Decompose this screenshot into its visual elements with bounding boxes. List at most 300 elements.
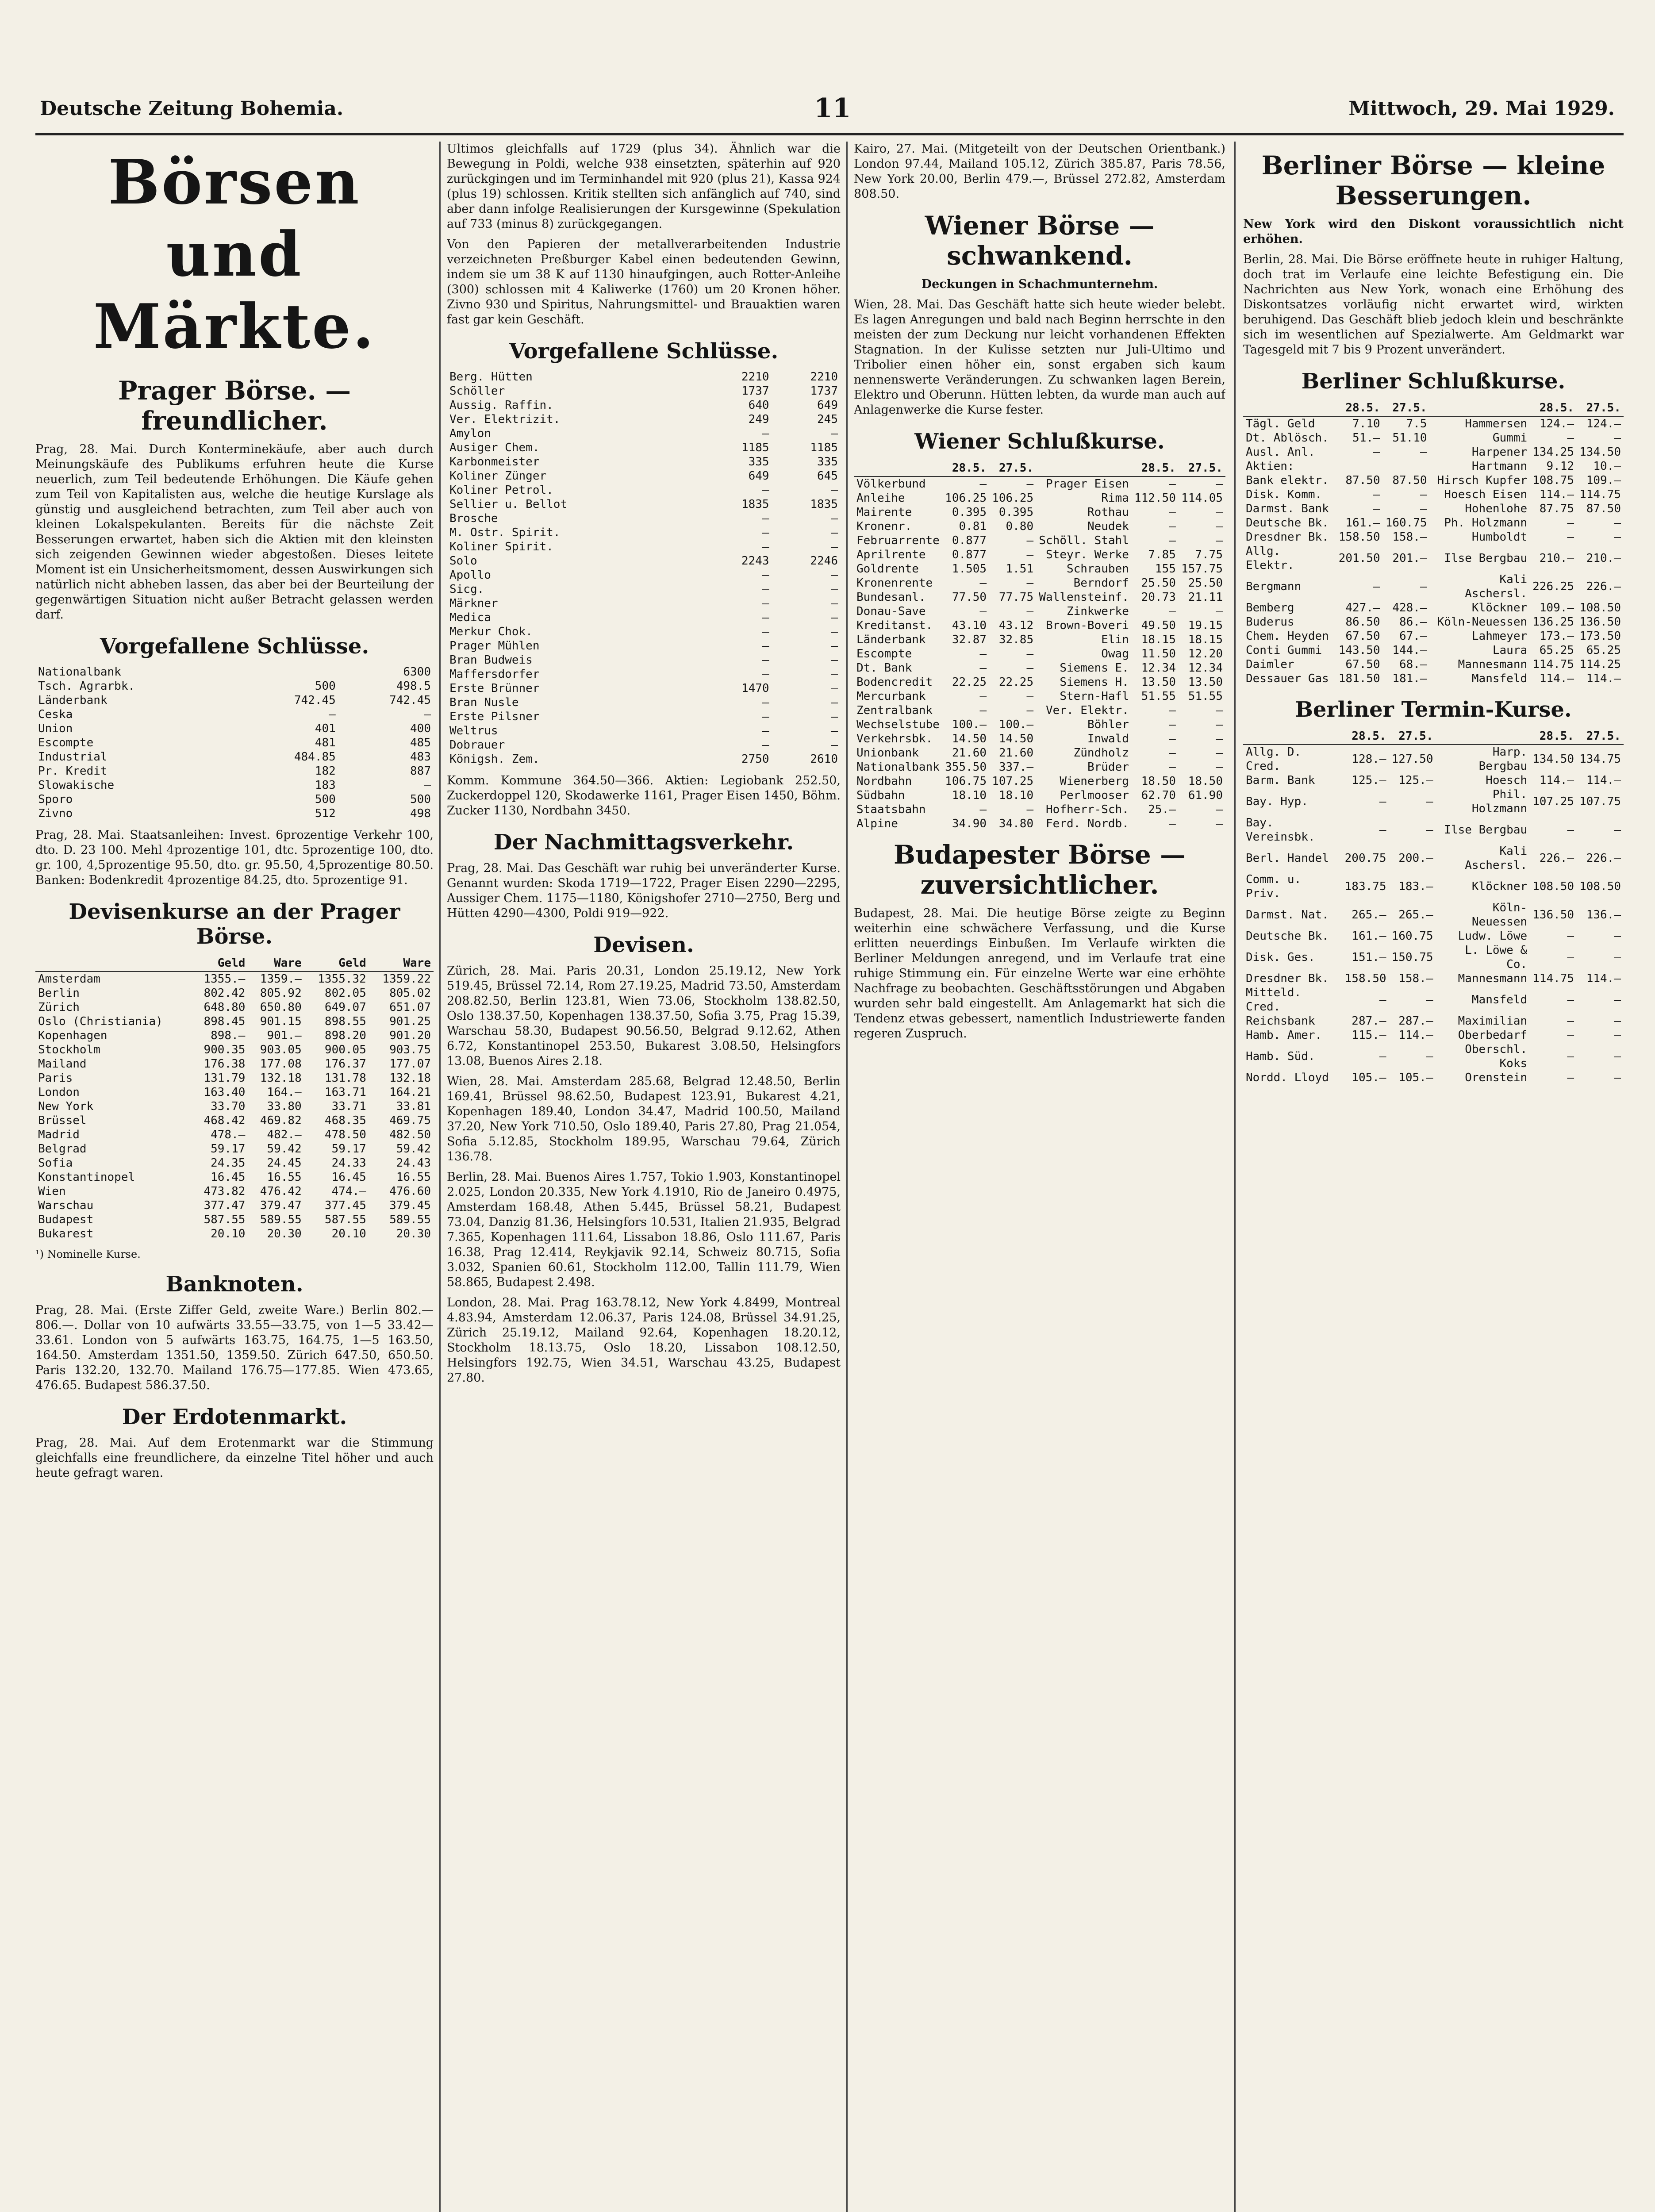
table-cell: 12.20 — [1188, 647, 1223, 661]
table-cell: Zentralbank — [856, 704, 933, 717]
table-cell: Schöller — [449, 384, 505, 398]
table-cell: — — [1216, 746, 1223, 760]
column-1 — [35, 142, 434, 2212]
table-cell: 11.50 — [1141, 647, 1176, 661]
table-cell: — — [1216, 520, 1223, 533]
table-cell: 183 — [315, 779, 336, 792]
table-header-cell: 27.5. — [1389, 728, 1436, 745]
table-cell: 427.— — [1345, 601, 1380, 614]
table-row — [854, 774, 1225, 788]
table-cell: Dresdner Bk. — [1246, 972, 1329, 985]
table-cell: Dt. Ablösch. — [1246, 431, 1329, 445]
table-row — [35, 806, 434, 821]
table-cell: — — [979, 647, 987, 661]
table-header-cell: 28.5. — [1530, 728, 1577, 745]
table-cell: Ausiger Chem. — [449, 441, 540, 454]
table-cell: 182 — [315, 764, 336, 778]
table-cell: 18.15 — [1141, 633, 1176, 646]
table-cell: 62.70 — [1141, 789, 1176, 802]
table-row — [35, 693, 434, 707]
table-cell: 16.45 — [211, 1171, 246, 1184]
table-cell: — — [1216, 704, 1223, 717]
table-cell: 49.50 — [1141, 619, 1176, 632]
table-cell: Stern-Hafl — [1060, 690, 1129, 703]
table-cell: 226.— — [1539, 852, 1574, 865]
table-cell: Ceska — [38, 708, 73, 721]
table-cell: Hohenlohe — [1465, 502, 1528, 515]
table-cell: 87.50 — [1586, 502, 1621, 515]
table-cell: — — [1567, 431, 1574, 445]
table-cell: Weltrus — [449, 724, 498, 737]
table-row — [35, 972, 434, 986]
table-cell: 500 — [410, 793, 431, 806]
table-cell: Koliner Zünger — [449, 469, 547, 483]
table-cell: 65.25 — [1586, 644, 1621, 657]
table-row — [447, 483, 841, 497]
table-cell: 428.— — [1392, 601, 1427, 614]
vienna-closing-heading: Wiener Schlußkurse. — [914, 429, 1165, 454]
table-cell: 379.45 — [389, 1199, 431, 1212]
table-cell: 13.50 — [1141, 676, 1176, 689]
table-cell: Belgrad — [38, 1142, 87, 1156]
table-row — [854, 505, 1225, 519]
table-cell: 134.50 — [1579, 445, 1621, 459]
table-row — [854, 689, 1225, 703]
table-row — [1243, 629, 1624, 643]
table-cell: 1185 — [810, 441, 838, 454]
table-cell: 898.45 — [204, 1015, 246, 1028]
table-header-cell: Ware — [248, 955, 304, 972]
table-cell: Bemberg — [1246, 601, 1294, 614]
berlin-exchange-heading: Berliner Börse — kleine Besserungen. — [1261, 150, 1605, 211]
table-cell: 16.45 — [331, 1171, 366, 1184]
table-cell: 114.— — [1586, 672, 1621, 685]
table-cell: — — [1169, 520, 1176, 533]
table-cell: — — [1373, 445, 1380, 459]
table-row — [447, 568, 841, 582]
table-cell: Buderus — [1246, 615, 1294, 629]
table-cell: Länderbank — [856, 633, 926, 646]
table-cell: 181.50 — [1338, 672, 1380, 685]
table-cell: Barm. Bank — [1246, 774, 1315, 787]
berlin-exchange-subheading: New York wird den Diskont voraussichtlich nicht erhöhen. — [1243, 217, 1624, 246]
table-cell: — — [1379, 1050, 1386, 1063]
table-row — [1243, 901, 1624, 929]
table-cell: 24.35 — [211, 1156, 246, 1170]
table-cell: 107.25 — [992, 775, 1034, 788]
newspaper-name: Deutsche Zeitung Bohemia. — [40, 97, 344, 120]
table-cell: 901.— — [267, 1029, 302, 1042]
table-cell: 114.— — [1539, 672, 1574, 685]
table-cell: 105.— — [1398, 1071, 1433, 1084]
table-cell: 114.75 — [1532, 658, 1574, 671]
table-cell: Ludw. Löwe — [1458, 929, 1528, 943]
table-row — [1243, 416, 1624, 431]
table-cell: 22.25 — [952, 676, 987, 689]
table-cell: — — [1216, 718, 1223, 731]
table-cell: — — [762, 696, 769, 709]
table-cell: Solo — [449, 554, 477, 568]
table-cell: 108.50 — [1579, 601, 1621, 614]
table-cell: 51.10 — [1392, 431, 1427, 445]
table-row — [1243, 1014, 1624, 1028]
table-cell: 21.60 — [952, 746, 987, 760]
table-header-cell: 28.5. — [942, 460, 989, 476]
table-cell: — — [762, 639, 769, 653]
table-cell: Amsterdam — [38, 972, 100, 986]
page-header — [35, 93, 1624, 135]
currency-footnote: ¹) Nominelle Kurse. — [35, 1248, 141, 1260]
table-cell: Merkur Chok. — [449, 625, 533, 638]
table-cell: 136.25 — [1532, 615, 1574, 629]
table-cell: Königsh. Zem. — [449, 753, 540, 766]
table-cell: — — [1216, 477, 1223, 491]
berlin-closing-heading: Berliner Schlußkurse. — [1301, 369, 1566, 394]
table-cell: 20.30 — [396, 1227, 431, 1240]
table-cell: — — [1216, 506, 1223, 519]
table-cell: Köln-Neuessen — [1437, 615, 1528, 629]
table-cell: 33.80 — [267, 1100, 302, 1113]
table-cell: 245 — [817, 413, 838, 426]
table-cell: Slowakische — [38, 779, 115, 792]
table-row — [35, 986, 434, 1000]
table-cell: — — [1420, 488, 1427, 501]
table-cell: 478.— — [211, 1128, 246, 1141]
table-cell: 24.33 — [331, 1156, 366, 1170]
table-row — [1243, 1071, 1624, 1085]
table-cell: 500 — [315, 793, 336, 806]
table-cell: 498.5 — [396, 680, 431, 693]
table-cell: Budapest — [38, 1213, 94, 1226]
table-cell: — — [831, 540, 838, 553]
state-loans-report: Prag, 28. Mai. Staatsanleihen: Invest. 6prozentige Verkehr 100, dto. D. 23 100. Mehl 4prozentige 101, dtc. 5prozentige 100, dto. gr. 100, 4,5prozentige 95.50, dto. gr. 95.50, 4,5prozentige 80.50. Banken: Bodenkredit 4prozentige 84.25, dto. 5prozentige 91. — [35, 828, 434, 887]
afternoon-trading-report: Prag, 28. Mai. Das Geschäft war ruhig bei unveränderter Kurse. Genannt wurden: Skoda 1719—1722, Prager Eisen 2290—2295, Aussiger Chem. 1175—1180, Königshofer 2710—2750, Berg und Hütten 4290—4300, Poldi 919—922. — [447, 861, 841, 920]
market-continuation: Ultimos gleichfalls auf 1729 (plus 34). Ähnlich war die Bewegung in Poldi, welche 938 einsetzten, späterhin auf 920 zurückgingen und im Terminhandel mit 920 (plus 21), Kassa 924 (plus 19) schlossen. Kritik stellten sich anfänglich auf 740, sind aber dann infolge Realisierungen der Kursgewinne (Spekulation auf 733 (minus 8) zurückgegangen. — [447, 142, 841, 231]
table-cell: Mitteld. Cred. — [1246, 986, 1302, 1014]
table-cell: 1185 — [741, 441, 769, 454]
table-cell: 112.50 — [1134, 492, 1176, 505]
table-cell: 468.42 — [204, 1114, 246, 1127]
table-cell: 22.25 — [998, 676, 1034, 689]
table-cell: — — [1420, 580, 1427, 593]
table-cell: Erste Pilsner — [449, 710, 540, 723]
table-cell: 18.50 — [1188, 775, 1223, 788]
table-cell: 107.75 — [1579, 795, 1621, 808]
table-row — [447, 469, 841, 483]
table-cell: 401 — [315, 722, 336, 735]
table-row — [447, 681, 841, 695]
table-cell: 649.07 — [324, 1001, 366, 1014]
table-cell: Bank elektr. — [1246, 474, 1329, 487]
table-cell: Oslo (Christiania) — [38, 1015, 163, 1028]
table-cell: 34.80 — [998, 817, 1034, 830]
table-cell: 177.08 — [260, 1057, 302, 1071]
table-row — [1243, 943, 1624, 972]
table-row — [1243, 1028, 1624, 1042]
table-cell: Berlin — [38, 987, 80, 1000]
issue-date: Mittwoch, 29. Mai 1929. — [1348, 97, 1615, 120]
table-row — [1243, 516, 1624, 530]
table-row — [447, 526, 841, 540]
table-row — [447, 653, 841, 667]
table-cell: — — [1567, 951, 1574, 964]
table-cell: 114.— — [1398, 1029, 1433, 1042]
table-cell: 150.75 — [1391, 951, 1433, 964]
table-cell: 157.75 — [1181, 562, 1223, 576]
table-cell: 0.395 — [952, 506, 987, 519]
table-cell: Ver. Elektrizit. — [449, 413, 561, 426]
table-cell: 2243 — [741, 554, 769, 568]
table-cell: 109.— — [1539, 601, 1574, 614]
table-cell: 124.— — [1539, 417, 1574, 430]
table-row — [1243, 787, 1624, 816]
table-row — [1243, 473, 1624, 488]
table-cell: 125.— — [1352, 774, 1386, 787]
table-cell: 2210 — [741, 370, 769, 384]
table-cell: 0.395 — [998, 506, 1034, 519]
table-cell: Erste Brünner — [449, 682, 540, 695]
table-cell: Harp. Bergbau — [1478, 745, 1528, 773]
table-cell: Sellier u. Bellot — [449, 498, 568, 511]
table-cell: — — [1026, 576, 1034, 590]
table-row — [854, 760, 1225, 774]
municipal-report: Komm. Kommune 364.50—366. Aktien: Legiobank 252.50, Zuckerdoppel 120, Skodawerke 1161, Prager Eisen 1450, Böhm. Zucker 1130, Nordbahn 3450. — [447, 774, 841, 818]
table-cell: — — [979, 690, 987, 703]
table-cell: 226.— — [1586, 580, 1621, 593]
table-cell: 802.42 — [204, 987, 246, 1000]
table-cell: 19.15 — [1188, 619, 1223, 632]
newspaper-page — [35, 27, 1624, 2212]
table-cell: 200.— — [1398, 852, 1433, 865]
table-cell: 265.— — [1398, 908, 1433, 922]
table-cell: 482.— — [267, 1128, 302, 1141]
table-row — [35, 1099, 434, 1114]
table-row — [854, 718, 1225, 732]
table-row — [854, 476, 1225, 491]
table-cell: 650.80 — [260, 1001, 302, 1014]
table-cell: Ferd. Nordb. — [1046, 817, 1129, 830]
table-cell: 18.10 — [998, 789, 1034, 802]
table-row — [1243, 872, 1624, 901]
table-row — [447, 511, 841, 526]
table-cell: Mansfeld — [1471, 672, 1528, 685]
table-cell: 105.— — [1352, 1071, 1386, 1084]
table-cell: Dresdner Bk. — [1246, 530, 1329, 544]
table-row — [35, 778, 434, 792]
table-cell: 100.— — [952, 718, 987, 731]
table-cell: Bergmann — [1246, 580, 1302, 593]
table-cell: Madrid — [38, 1128, 80, 1141]
table-cell: 134.25 — [1532, 445, 1574, 459]
table-cell: 469.75 — [389, 1114, 431, 1127]
table-cell: 265.— — [1352, 908, 1386, 922]
table-header-cell — [854, 460, 942, 476]
vienna-rates: Wien, 28. Mai. Amsterdam 285.68, Belgrad 12.48.50, Berlin 169.41, Brüssel 98.62.50, Budapest 123.91, Bukarest 4.21, Kopenhagen 189.40, London 34.47, Madrid 100.50, Mailand 37.20, New York 710.50, Oslo 189.40, Paris 27.80, Prag 21.054, Sofia 5.12.85, Stockholm 189.95, Warschau 79.64, Zürich 136.78. — [447, 1075, 841, 1164]
table-cell: 183.— — [1398, 880, 1433, 893]
table-cell: Siemens E. — [1060, 661, 1129, 675]
table-row — [447, 596, 841, 611]
concluded-trades-heading-2: Vorgefallene Schlüsse. — [509, 339, 779, 364]
table-row — [35, 736, 434, 750]
table-cell: — — [1567, 1029, 1574, 1042]
table-cell: — — [979, 605, 987, 618]
table-cell: 1835 — [810, 498, 838, 511]
table-row — [447, 639, 841, 653]
table-cell: — — [831, 597, 838, 610]
table-cell: — — [831, 512, 838, 525]
table-cell: — — [1026, 690, 1034, 703]
table-cell: — — [1614, 823, 1621, 837]
table-cell: Pr. Kredit — [38, 764, 108, 778]
table-cell: 106.25 — [945, 492, 987, 505]
banknotes-report: Prag, 28. Mai. (Erste Ziffer Geld, zweite Ware.) Berlin 802.— 806.—. Dollar von 10 aufwärts 33.55—33.75, von 1—5 33.42—33.61. London von 5 aufwärts 163.75, 164.75, 1—5 163.50, 164.50. Amsterdam 1351.50, 1359.50. Zürich 647.50, 650.50. Paris 132.20, 132.70. Mailand 176.75—177.85. Wien 473.65, 476.65. Budapest 586.37.50. — [35, 1303, 434, 1392]
concluded-trades-heading: Vorgefallene Schlüsse. — [100, 634, 369, 659]
table-cell: 2246 — [810, 554, 838, 568]
table-cell: — — [1614, 1014, 1621, 1028]
table-cell: Darmst. Nat. — [1246, 908, 1329, 922]
table-cell: Humboldt — [1471, 530, 1528, 544]
table-cell: — — [1169, 732, 1176, 745]
table-cell: — — [1614, 431, 1621, 445]
table-cell: Hofherr-Sch. — [1046, 803, 1129, 816]
table-cell: — — [1169, 477, 1176, 491]
table-cell: Klöckner — [1471, 601, 1528, 614]
table-cell: 9.12 — [1546, 460, 1574, 473]
table-cell: 249 — [748, 413, 769, 426]
table-cell: — — [762, 668, 769, 681]
table-cell: Sicg. — [449, 583, 484, 596]
table-cell: 377.45 — [324, 1199, 366, 1212]
table-cell — [1383, 459, 1430, 473]
table-cell: Tsch. Agrarbk. — [38, 680, 135, 693]
table-cell: 160.75 — [1385, 516, 1427, 530]
table-cell: 173.50 — [1579, 630, 1621, 643]
table-cell: 20.30 — [267, 1227, 302, 1240]
table-cell: — — [831, 583, 838, 596]
column-2 — [447, 142, 841, 2212]
table-cell: Nationalbank — [38, 665, 121, 679]
table-cell: 7.10 — [1352, 417, 1380, 430]
table-header-cell — [1036, 460, 1132, 476]
table-cell: — — [762, 597, 769, 610]
table-cell: — — [979, 704, 987, 717]
table-cell: 77.50 — [952, 591, 987, 604]
table-cell: — — [762, 583, 769, 596]
table-cell: 474.— — [331, 1185, 366, 1198]
table-header-cell: 27.5. — [989, 460, 1036, 476]
industry-report: Von den Papieren der metallverarbeitenden Industrie verzeichneten Preßburger Kabel einen bedeutenden Gewinn, indem sie um 38 K auf 1130 hinaufgingen, auch Rotter-Anleihe (300) schlossen mit 4 Kaliwerke (1760) um 20 Kronen höher. Zivno 930 und Spiritus, Nahrungsmittel- und Brauaktien waren fast gar kein Geschäft. — [447, 238, 841, 326]
table-cell: — — [762, 512, 769, 525]
table-cell: 18.15 — [1188, 633, 1223, 646]
table-cell: — — [1614, 929, 1621, 943]
prague-exchange-heading: Prager Börse. — freundlicher. — [118, 376, 351, 436]
table-cell: Bay. Vereinsbk. — [1246, 816, 1315, 844]
table-row — [35, 1057, 434, 1071]
table-cell: 1359.22 — [382, 972, 431, 986]
table-cell: — — [1026, 548, 1034, 561]
table-header-cell: 28.5. — [1342, 728, 1389, 745]
table-header-cell — [1243, 400, 1336, 416]
table-cell: — — [831, 639, 838, 653]
prague-currency-heading: Devisenkurse an der Prager Börse. — [69, 899, 400, 949]
table-cell: Prager Mühlen — [449, 639, 540, 653]
table-cell: 802.05 — [324, 987, 366, 1000]
table-cell: 108.50 — [1532, 880, 1574, 893]
table-cell: — — [1614, 1050, 1621, 1063]
table-cell: — — [979, 477, 987, 491]
table-cell: 587.55 — [204, 1213, 246, 1226]
table-cell: — — [1379, 795, 1386, 808]
table-cell: — — [329, 708, 336, 721]
table-cell: 900.35 — [204, 1043, 246, 1056]
table-cell: 14.50 — [952, 732, 987, 745]
table-header-cell: 27.5. — [1577, 400, 1624, 416]
table-cell: 86.50 — [1345, 615, 1380, 629]
table-cell: Bay. Hyp. — [1246, 795, 1308, 808]
table-cell: — — [1426, 823, 1433, 837]
table-cell: 498 — [410, 807, 431, 820]
table-cell: 114.— — [1539, 488, 1574, 501]
table-cell: — — [831, 611, 838, 624]
banknotes-heading: Banknoten. — [165, 1272, 303, 1297]
table-cell: Goldrente — [856, 562, 919, 576]
table-cell: 16.55 — [267, 1171, 302, 1184]
table-row — [1243, 657, 1624, 672]
table-row — [1243, 572, 1624, 601]
table-row — [35, 1227, 434, 1241]
table-cell: — — [1169, 534, 1176, 547]
table-cell: — — [1216, 760, 1223, 774]
table-cell: 379.47 — [260, 1199, 302, 1212]
table-cell: — — [1567, 823, 1574, 837]
table-cell: Allg. D. Cred. — [1246, 745, 1302, 773]
table-cell: 131.79 — [204, 1071, 246, 1085]
table-cell: Bundesanl. — [856, 591, 926, 604]
table-cell: Disk. Komm. — [1246, 488, 1322, 501]
table-header-cell: 28.5. — [1530, 400, 1577, 416]
table-cell: 742.45 — [294, 694, 336, 707]
table-cell: Ilse Bergbau — [1444, 823, 1528, 837]
table-cell: 1359.— — [260, 972, 302, 986]
table-cell: 898.20 — [324, 1029, 366, 1042]
table-cell: 589.55 — [389, 1213, 431, 1226]
table-row — [1243, 643, 1624, 657]
concluded-trades-table-2 — [447, 370, 841, 766]
table-row — [447, 611, 841, 625]
table-row — [1243, 615, 1624, 629]
table-cell: Bodencredit — [856, 676, 933, 689]
table-cell: 32.85 — [998, 633, 1034, 646]
table-cell: 2750 — [741, 753, 769, 766]
table-cell: — — [831, 668, 838, 681]
table-row — [35, 707, 434, 722]
table-cell: M. Ostr. Spirit. — [449, 526, 561, 539]
table-cell: Orenstein — [1465, 1071, 1528, 1084]
table-row — [1243, 929, 1624, 943]
table-cell: — — [1169, 746, 1176, 760]
table-cell: Böhler — [1087, 718, 1129, 731]
table-cell: 128.— — [1352, 753, 1386, 766]
table-cell: 106.25 — [992, 492, 1034, 505]
table-cell: Amylon — [449, 427, 491, 440]
table-cell: Mansfeld — [1471, 993, 1528, 1006]
table-row — [447, 455, 841, 469]
table-row — [35, 1213, 434, 1227]
table-cell: 481 — [315, 736, 336, 749]
table-cell: Februarrente — [856, 534, 940, 547]
table-cell: Karbonmeister — [449, 455, 540, 469]
table-cell: Escompte — [856, 647, 912, 661]
